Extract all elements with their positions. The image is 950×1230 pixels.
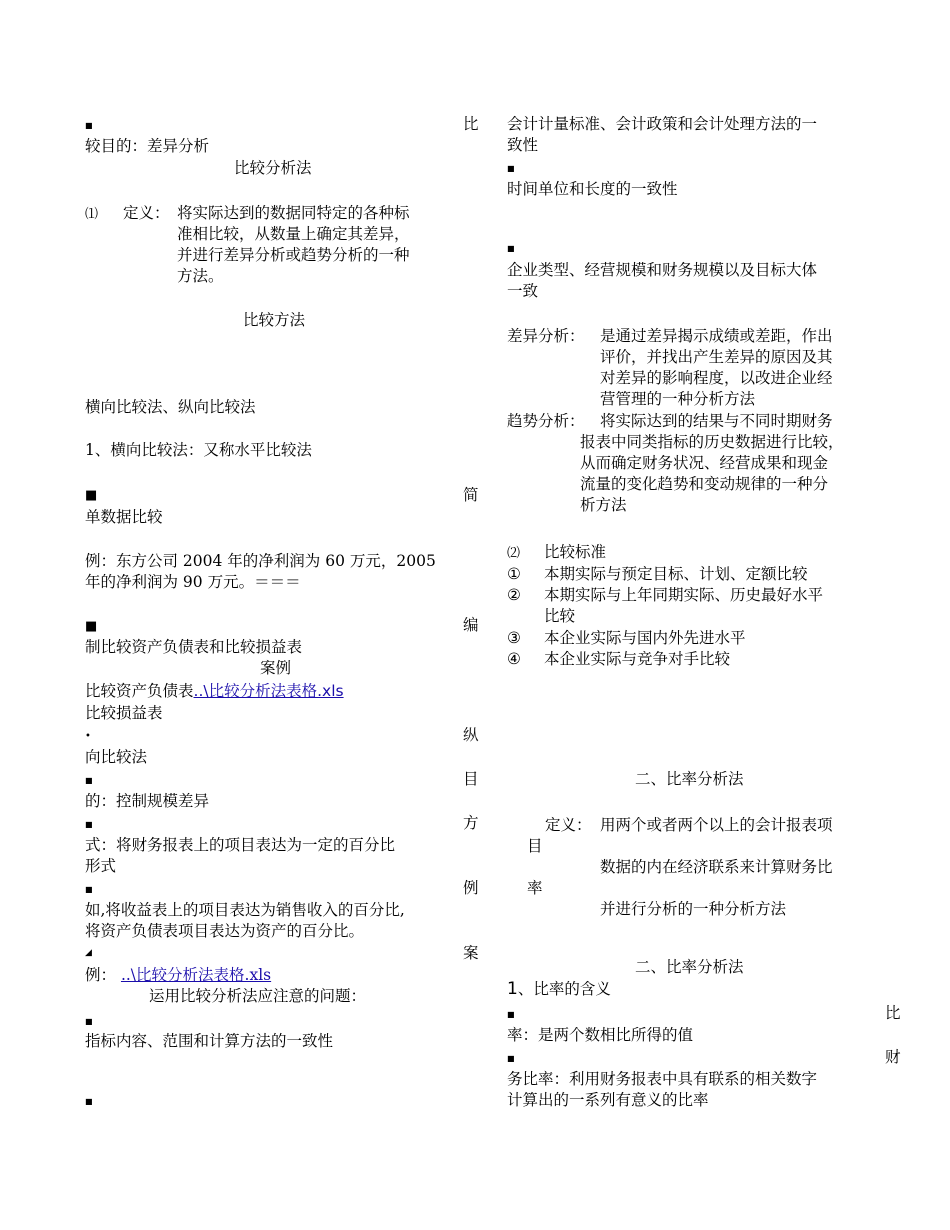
compile-text: 制比较资产负债表和比较损益表 <box>85 638 303 656</box>
financial-ratio-text: 务比率：利用财务报表中具有联系的相关数字 <box>507 1070 818 1088</box>
way-text: 式：将财务报表上的项目表达为一定的百分比 <box>85 836 396 854</box>
balance-sheet-line <box>85 681 344 702</box>
ratio-section-title: 二、比率分析法 <box>635 958 744 976</box>
bullet-icon: ■ <box>85 121 93 130</box>
bullet-icon: ■ <box>85 885 93 894</box>
case-line <box>85 965 271 986</box>
standard-item-number: ① <box>507 565 521 583</box>
bullet-icon: ■ <box>85 776 93 785</box>
ratio-meaning-text: 、比率的含义 <box>517 980 611 998</box>
wrap-char: 财 <box>885 1048 901 1066</box>
wrap-char: 纵 <box>463 726 479 744</box>
percent-example-text: 如,将收益表上的项目表达为销售收入的百分比, <box>85 901 405 919</box>
standard-item-text: 比较 <box>544 607 576 625</box>
ratio-def-line: 数据的内在经济联系来计算财务比 <box>600 858 833 876</box>
case-title: 案例 <box>260 659 292 677</box>
ratio-def-wrap: 目 <box>527 837 543 855</box>
bullet-icon: ■ <box>85 619 98 634</box>
section-title: 比较分析法 <box>234 159 312 177</box>
compare-purpose-text: 较目的：差异分析 <box>85 137 210 155</box>
diff-analysis-line: 是通过差异揭示成绩或差距，作出 <box>600 327 833 345</box>
vertical-compare-text: 向比较法 <box>85 748 148 766</box>
purpose-text: 的：控制规模差异 <box>85 792 210 810</box>
trend-analysis-line: 将实际达到的结果与不同时期财务 <box>600 412 833 430</box>
attention-heading: 运用比较分析法应注意的问题： <box>149 987 367 1005</box>
wrap-char: 方 <box>463 814 479 832</box>
bullet-icon: ■ <box>85 820 93 829</box>
left-column <box>85 0 485 1230</box>
case-link[interactable]: ..\比较分析法表格.xls <box>120 966 272 984</box>
standard-item-text: 本期实际与上年同期实际、历史最好水平 <box>544 586 824 604</box>
policy-text: 致性 <box>507 136 539 154</box>
diff-analysis-line: 营管理的一种分析方法 <box>600 390 756 408</box>
bullet-icon: ■ <box>85 1017 93 1026</box>
policy-text: 会计计量标准、会计政策和会计处理方法的一 <box>507 115 818 133</box>
wrap-char: 简 <box>463 486 479 504</box>
wrap-char: 编 <box>463 616 479 634</box>
case-label: 例： <box>85 966 117 984</box>
trend-analysis-line: 从而确定财务状况、经营成果和现金 <box>580 454 829 472</box>
wrap-char: 案 <box>463 944 479 962</box>
wrap-char: 例 <box>463 879 479 897</box>
definition-number: ⑴ <box>85 207 99 222</box>
standard-item-number: ② <box>507 586 521 604</box>
bullet-icon: ■ <box>507 1010 515 1019</box>
definition-line: 方法。 <box>177 267 224 285</box>
bullet-icon: ■ <box>507 164 515 173</box>
wrap-char: 比 <box>463 115 479 133</box>
way-text: 形式 <box>85 857 117 875</box>
diff-analysis-line: 对差异的影响程度，以改进企业经 <box>600 369 833 387</box>
method-title: 比较方法 <box>243 311 306 329</box>
ratio-section-title: 二、比率分析法 <box>635 770 744 788</box>
standard-item-number: ④ <box>507 650 521 668</box>
bullet-icon: ■ <box>507 1054 515 1063</box>
horiz-vert-text: 横向比较法、纵向比较法 <box>85 398 256 416</box>
horizontal-definition: 1、横向比较法：又称水平比较法 <box>85 441 312 459</box>
simple-compare-text: 单数据比较 <box>85 508 163 526</box>
ratio-def-line: 用两个或者两个以上的会计报表项 <box>600 816 833 834</box>
ratio-def-wrap: 率 <box>527 879 543 897</box>
standard-item-text: 本企业实际与竞争对手比较 <box>544 650 731 668</box>
ratio-meaning-heading <box>507 979 611 1000</box>
balance-sheet-link[interactable]: ..\比较分析法表格.xls <box>193 682 344 700</box>
ratio-def-line: 并进行分析的一种分析方法 <box>600 900 787 918</box>
standard-item-text: 本期实际与预定目标、计划、定额比较 <box>544 565 808 583</box>
bullet-icon: • <box>85 731 91 742</box>
diff-analysis-line: 评价，并找出产生差异的原因及其 <box>600 348 833 366</box>
trend-analysis-label: 趋势分析： <box>507 412 585 430</box>
standard-title: 比较标准 <box>544 543 607 561</box>
trend-analysis-line: 析方法 <box>580 496 627 514</box>
example-text: 年的净利润为 90 万元。＝＝＝ <box>85 573 301 591</box>
financial-ratio-text: 计算出的一系列有意义的比率 <box>507 1091 709 1109</box>
definition-label: 定义： <box>123 204 170 222</box>
time-unit-text: 时间单位和长度的一致性 <box>507 180 678 198</box>
consistency-text: 指标内容、范围和计算方法的一致性 <box>85 1032 334 1050</box>
ratio-definition-text: 率：是两个数相比所得的值 <box>507 1026 694 1044</box>
trend-analysis-line: 流量的变化趋势和变动规律的一种分 <box>580 475 829 493</box>
bullet-icon: ◢ <box>85 948 92 958</box>
bullet-icon: ■ <box>507 244 515 253</box>
example-text: 例：东方公司 2004 年的净利润为 60 万元，2005 <box>85 552 436 570</box>
balance-sheet-label: 比较资产负债表 <box>85 682 194 700</box>
enterprise-type-text: 一致 <box>507 282 539 300</box>
standard-item-text: 本企业实际与国内外先进水平 <box>544 629 746 647</box>
diff-analysis-label: 差异分析： <box>507 327 585 345</box>
definition-line: 并进行差异分析或趋势分析的一种 <box>177 246 410 264</box>
trend-analysis-line: 报表中同类指标的历史数据进行比较， <box>580 433 844 451</box>
definition-line: 将实际达到的数据同特定的各种标 <box>177 204 410 222</box>
ratio-meaning-number: 1 <box>507 979 518 999</box>
bullet-icon: ■ <box>85 488 98 503</box>
ratio-def-label: 定义： <box>545 816 592 834</box>
income-statement-label: 比较损益表 <box>85 704 163 722</box>
definition-line: 准相比较，从数量上确定其差异， <box>177 225 410 243</box>
right-column <box>507 0 902 1230</box>
bullet-icon: ■ <box>85 1097 93 1106</box>
standard-number: ⑵ <box>507 546 521 561</box>
percent-example-text: 将资产负债表项目表达为资产的百分比。 <box>85 922 365 940</box>
wrap-char: 比 <box>885 1004 901 1022</box>
standard-item-number: ③ <box>507 629 521 647</box>
enterprise-type-text: 企业类型、经营规模和财务规模以及目标大体 <box>507 261 818 279</box>
wrap-char: 目 <box>463 770 479 788</box>
